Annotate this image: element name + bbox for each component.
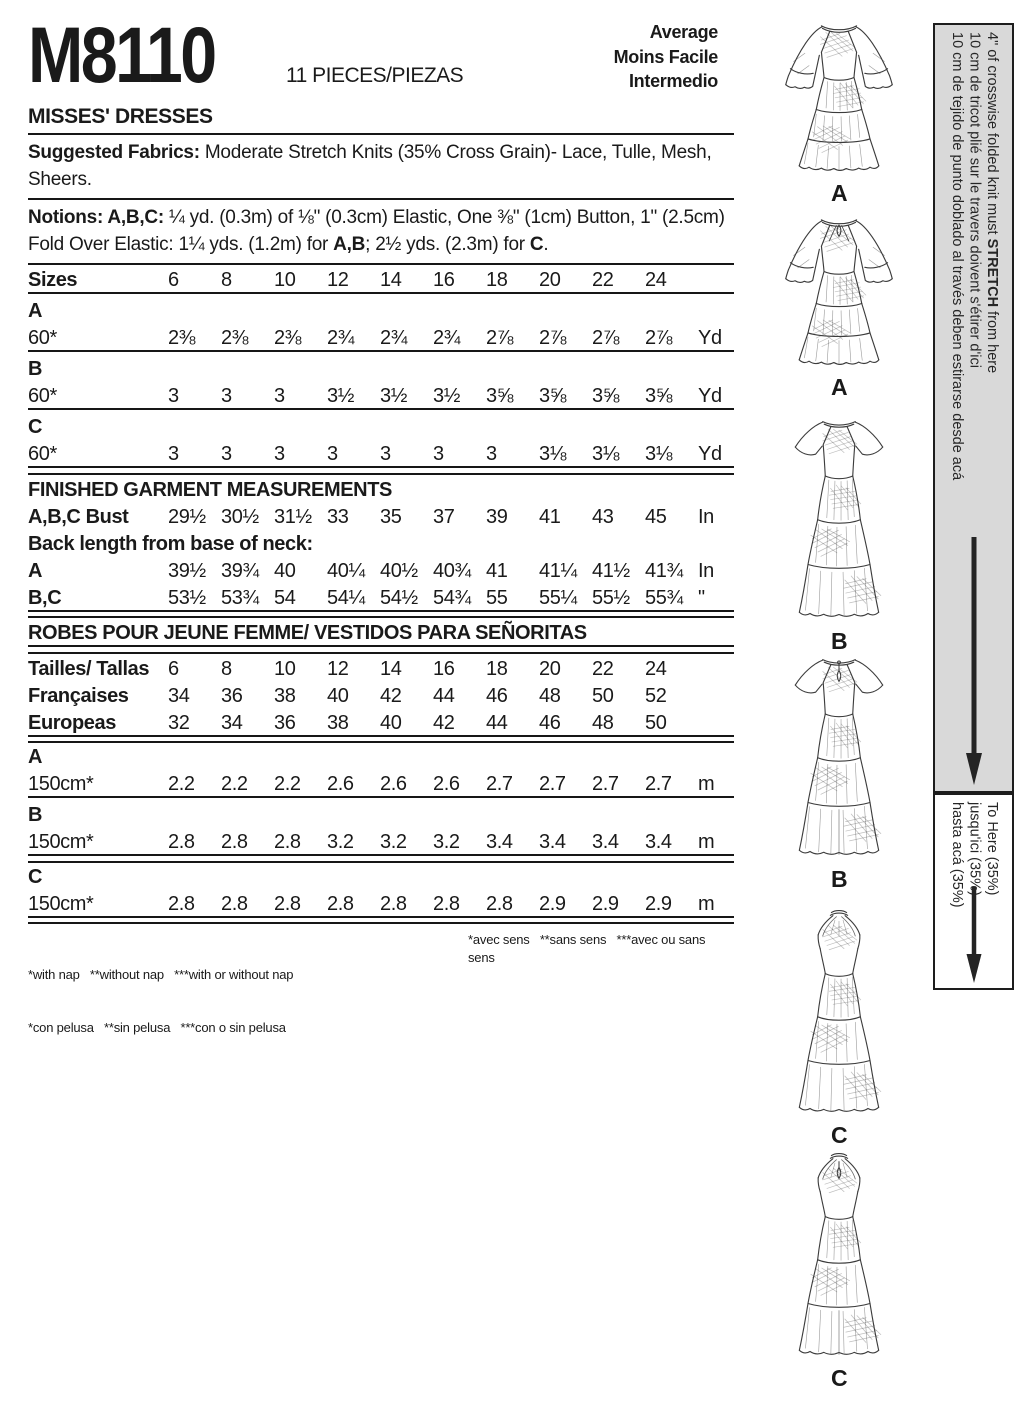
cell-value: 2.9 <box>539 892 566 915</box>
unit-label: Yd <box>698 443 722 465</box>
footnote-en: *with nap **without nap ***with or without nap <box>28 967 294 982</box>
view-letter: B <box>28 804 43 826</box>
bust-row <box>28 502 734 529</box>
to-here-es: hasta acá (35%) <box>949 802 965 908</box>
cell-value: 55¼ <box>539 586 577 609</box>
cell-value: 16 <box>433 657 455 680</box>
cell-value: 40¾ <box>433 559 471 582</box>
back-length-heading: Back length from base of neck: <box>28 532 313 555</box>
cell-value: 3 <box>327 443 338 465</box>
cell-value: 2.7 <box>539 773 566 795</box>
view-letter: C <box>28 865 43 888</box>
cell-value: 2⅜ <box>274 327 302 349</box>
fabrics-label: Suggested Fabrics: <box>28 142 200 163</box>
gauge-en-pre: 4" of crosswise folded knit must <box>984 32 1000 239</box>
notions-view-ab: A,B <box>333 234 366 255</box>
dress-b-back-sketch <box>778 651 900 865</box>
cell-value: 20 <box>539 269 561 291</box>
cell-value: 55½ <box>592 586 630 609</box>
view-row <box>28 413 734 439</box>
figure-c-back <box>746 1150 932 1392</box>
figure-label: A <box>830 180 848 207</box>
to-here-fr: jusqu'ici (35%) <box>966 802 983 896</box>
cell-value: 31½ <box>274 505 312 528</box>
cell-value: 2.6 <box>327 773 354 795</box>
cell-value: 2.2 <box>168 773 195 795</box>
figure-label: C <box>830 1364 848 1391</box>
cell-value: 41½ <box>592 559 630 582</box>
cell-value: 24 <box>645 269 667 291</box>
cell-value: 12 <box>327 269 349 291</box>
unit-label: Yd <box>698 327 722 349</box>
double-divider <box>28 735 734 744</box>
cell-value: 20 <box>539 657 561 680</box>
metric-heading-row <box>28 618 734 645</box>
yardage-row <box>28 439 734 466</box>
cell-value: 18 <box>486 657 508 680</box>
cell-value: 55¾ <box>645 586 683 609</box>
view-row <box>28 297 734 323</box>
cell-value: 3⅛ <box>592 443 620 465</box>
cell-value: 10 <box>274 657 296 680</box>
view-letter: C <box>28 416 43 438</box>
cell-value: 14 <box>380 657 402 680</box>
main-content <box>28 12 734 1071</box>
cell-value: 2.6 <box>380 773 407 795</box>
sizes-label: Sizes <box>28 269 78 291</box>
metric-row <box>28 889 734 916</box>
cell-value: 39 <box>486 505 508 528</box>
figure-c-front <box>746 907 932 1149</box>
cell-value: 35 <box>380 505 402 528</box>
cell-value: 40 <box>380 711 402 734</box>
cell-value: 30½ <box>221 505 259 528</box>
cell-value: 41 <box>486 559 508 582</box>
cell-value: 2.8 <box>274 831 301 853</box>
row-label: B,C <box>28 586 62 609</box>
gauge-en-post: from here <box>984 307 1000 374</box>
suggested-fabrics <box>28 135 734 198</box>
francaises-row <box>28 681 734 708</box>
cell-value: 54¾ <box>433 586 471 609</box>
cell-value: 2¾ <box>433 327 461 349</box>
to-here-arrow-down <box>965 887 983 985</box>
cell-value: 3.2 <box>327 831 354 853</box>
cell-value: 2⅜ <box>168 327 196 349</box>
cell-value: 2.7 <box>645 773 672 795</box>
cell-value: 3⅛ <box>539 443 567 465</box>
cell-value: 3 <box>274 385 285 407</box>
cell-value: 50 <box>592 684 614 707</box>
cell-value: 24 <box>645 657 667 680</box>
cell-value: 36 <box>221 684 243 707</box>
cell-value: 45 <box>645 505 667 528</box>
cell-value: 2⅞ <box>539 327 567 349</box>
cell-value: 41 <box>539 505 561 528</box>
cell-value: 3 <box>168 443 179 465</box>
cell-value: 39½ <box>168 559 206 582</box>
view-row <box>28 801 734 827</box>
cell-value: 34 <box>168 684 190 707</box>
to-here-en: To Here (35%) <box>984 802 1000 896</box>
footnote-fr: *avec sens **sans sens ***avec ou sans sens <box>468 932 709 965</box>
double-divider <box>28 610 734 619</box>
dress-c-front-sketch <box>778 907 900 1121</box>
cell-value: 46 <box>539 711 561 734</box>
cell-value: 3 <box>168 385 179 407</box>
cell-value: 2¾ <box>380 327 408 349</box>
cell-value: 3½ <box>433 385 461 407</box>
double-divider <box>28 854 734 863</box>
cell-value: 55 <box>486 586 508 609</box>
sizes-row <box>28 265 734 292</box>
cell-value: 40½ <box>380 559 418 582</box>
cell-value: 39¾ <box>221 559 259 582</box>
unit-label: m <box>698 831 715 853</box>
cell-value: 41¼ <box>539 559 577 582</box>
figure-label: A <box>830 374 848 401</box>
cell-value: 2.2 <box>274 773 301 795</box>
fabric-width: 60* <box>28 443 57 465</box>
cell-value: 54½ <box>380 586 418 609</box>
cell-value: 2.8 <box>168 831 195 853</box>
cell-value: 36 <box>274 711 296 734</box>
cell-value: 3.4 <box>539 831 566 853</box>
cell-value: 2⅞ <box>592 327 620 349</box>
header <box>28 12 734 104</box>
notions-text: ; 2½ yds. (2.3m) for <box>365 234 530 255</box>
figure-label: B <box>830 865 848 892</box>
cell-value: 42 <box>380 684 402 707</box>
cell-value: 8 <box>221 269 232 291</box>
back-length-row <box>28 583 734 610</box>
double-divider <box>28 916 734 925</box>
back-length-row <box>28 556 734 583</box>
cell-value: 2.9 <box>645 892 672 915</box>
cell-value: 2.2 <box>221 773 248 795</box>
cell-value: 2.8 <box>433 892 460 915</box>
unit-label: " <box>698 586 705 609</box>
cell-value: 3½ <box>327 385 355 407</box>
cell-value: 3 <box>221 443 232 465</box>
cell-value: 3 <box>274 443 285 465</box>
gauge-en-stretch: STRETCH <box>984 238 1000 308</box>
fabrics-text: Moderate Stretch Knits (35% Cross Grain)- Lace, Tulle, Mesh, Sheers. <box>28 142 712 190</box>
fabric-width: 150cm* <box>28 773 94 795</box>
dress-a-back-sketch <box>777 210 901 373</box>
cell-value: 44 <box>433 684 455 707</box>
figure-a-back <box>746 210 932 401</box>
footnote-es: *con pelusa **sin pelusa ***con o sin pelusa <box>28 1019 286 1035</box>
cell-value: 3.4 <box>592 831 619 853</box>
piece-count: 11 PIECES/PIEZAS <box>286 64 464 87</box>
row-label: Tailles/ Tallas <box>28 657 150 680</box>
footnotes-left <box>28 931 468 1071</box>
view-letter: A <box>28 746 43 768</box>
cell-value: 48 <box>592 711 614 734</box>
cell-value: 14 <box>380 269 402 291</box>
cell-value: 38 <box>274 684 296 707</box>
gauge-line-fr: 10 cm de tricot plié sur le travers doivent s'étirer d'ici <box>966 32 983 368</box>
unit-label: m <box>698 892 715 915</box>
figure-label: C <box>830 1121 848 1148</box>
figure-b-back <box>746 651 932 893</box>
unit-label: m <box>698 773 715 795</box>
cell-value: 2¾ <box>327 327 355 349</box>
view-row <box>28 743 734 769</box>
cell-value: 41¾ <box>645 559 683 582</box>
fabric-width: 150cm* <box>28 892 94 915</box>
figure-a-front <box>746 16 932 207</box>
cell-value: 48 <box>539 684 561 707</box>
notions-view-c: C <box>529 234 544 255</box>
cell-value: 40 <box>327 684 349 707</box>
cell-value: 3⅝ <box>592 385 620 407</box>
back-length-heading-row <box>28 529 734 556</box>
cell-value: 22 <box>592 269 614 291</box>
cell-value: 3⅛ <box>645 443 673 465</box>
difficulty-fr: Moins Facile <box>613 46 718 67</box>
category-title: MISSES' DRESSES <box>28 105 213 128</box>
stretch-arrow-down <box>965 537 983 787</box>
cell-value: 3 <box>380 443 391 465</box>
cell-value: 32 <box>168 711 190 734</box>
cell-value: 2.8 <box>274 892 301 915</box>
yardage-row <box>28 323 734 350</box>
cell-value: 43 <box>592 505 614 528</box>
metric-heading: ROBES POUR JEUNE FEMME/ VESTIDOS PARA SEÑORITAS <box>28 622 587 644</box>
cell-value: 46 <box>486 684 508 707</box>
difficulty-es: Intermedio <box>628 71 718 91</box>
cell-value: 6 <box>168 657 179 680</box>
cell-value: 40 <box>274 559 296 582</box>
view-row <box>28 863 734 889</box>
cell-value: 2.8 <box>486 892 513 915</box>
gauge-line-es: 10 cm de tejido de punto doblado al través deben estirarse desde acá <box>949 32 965 481</box>
dress-a-front-sketch <box>777 16 901 179</box>
view-row <box>28 355 734 381</box>
cell-value: 3.4 <box>486 831 513 853</box>
europeas-row <box>28 708 734 735</box>
cell-value: 3½ <box>380 385 408 407</box>
view-letter: B <box>28 358 43 380</box>
finished-heading: FINISHED GARMENT MEASUREMENTS <box>28 478 392 501</box>
row-label: Europeas <box>28 711 116 734</box>
cell-value: 34 <box>221 711 243 734</box>
cell-value: 54 <box>274 586 296 609</box>
row-label: A <box>28 559 43 582</box>
cell-value: 44 <box>486 711 508 734</box>
cell-value: 2.8 <box>380 892 407 915</box>
cell-value: 12 <box>327 657 349 680</box>
cell-value: 2⅜ <box>221 327 249 349</box>
cell-value: 33 <box>327 505 349 528</box>
notions <box>28 200 734 263</box>
metric-row <box>28 827 734 854</box>
fabric-width: 60* <box>28 327 57 349</box>
cell-value: 3⅝ <box>539 385 567 407</box>
cell-value: 3.2 <box>433 831 460 853</box>
cell-value: 6 <box>168 269 179 291</box>
to-here-box <box>933 793 1014 990</box>
cell-value: 10 <box>274 269 296 291</box>
notions-text: ¼ yd. (0.3m) of ⅛" (0.3cm) Elastic, One ⅜" (1cm) Button, 1" (2.5cm) Fold Over Elastic: 1¼ yds. (1.2m) for <box>28 207 725 255</box>
cell-value: 2.8 <box>221 892 248 915</box>
unit-label: In <box>698 505 714 528</box>
cell-value: 3.4 <box>645 831 672 853</box>
cell-value: 3⅝ <box>645 385 673 407</box>
cell-value: 3.2 <box>380 831 407 853</box>
cell-value: 16 <box>433 269 455 291</box>
notions-label: Notions: A,B,C: <box>28 207 164 228</box>
cell-value: 52 <box>645 684 667 707</box>
figure-b-front <box>746 413 932 655</box>
cell-value: 53½ <box>168 586 206 609</box>
difficulty-block <box>614 20 718 94</box>
double-divider <box>28 466 734 475</box>
cell-value: 38 <box>327 711 349 734</box>
stretch-gauge-box <box>933 23 1014 793</box>
cell-value: 2⅞ <box>645 327 673 349</box>
cell-value: 50 <box>645 711 667 734</box>
cell-value: 18 <box>486 269 508 291</box>
cell-value: 37 <box>433 505 455 528</box>
figure-label: B <box>830 627 848 654</box>
cell-value: 2.9 <box>592 892 619 915</box>
cell-value: 8 <box>221 657 232 680</box>
cell-value: 2⅞ <box>486 327 514 349</box>
double-divider <box>28 645 734 654</box>
difficulty-en: Average <box>649 22 718 42</box>
metric-row <box>28 769 734 796</box>
cell-value: 3⅝ <box>486 385 514 407</box>
cell-value: 2.6 <box>433 773 460 795</box>
cell-value: 40¼ <box>327 559 365 582</box>
notions-text: . <box>543 234 549 255</box>
cell-value: 2.7 <box>486 773 513 795</box>
pattern-number: M8110 <box>28 10 215 99</box>
cell-value: 3 <box>221 385 232 407</box>
cell-value: 2.8 <box>168 892 195 915</box>
cell-value: 53¾ <box>221 586 259 609</box>
footnotes <box>28 931 734 1071</box>
fabric-width: 60* <box>28 385 57 407</box>
dress-c-back-sketch <box>778 1150 900 1364</box>
cell-value: 2.8 <box>221 831 248 853</box>
unit-label: In <box>698 559 714 582</box>
tailles-row <box>28 654 734 681</box>
cell-value: 2.8 <box>327 892 354 915</box>
yardage-row <box>28 381 734 408</box>
row-label: Françaises <box>28 684 129 707</box>
cell-value: 3 <box>486 443 497 465</box>
view-letter: A <box>28 300 43 322</box>
stretch-gauge-text <box>948 32 1001 480</box>
fabric-width: 150cm* <box>28 831 94 853</box>
unit-label: Yd <box>698 385 722 407</box>
bust-label: A,B,C Bust <box>28 505 129 528</box>
cell-value: 42 <box>433 711 455 734</box>
dress-b-front-sketch <box>778 413 900 627</box>
cell-value: 3 <box>433 443 444 465</box>
cell-value: 22 <box>592 657 614 680</box>
finished-heading-row <box>28 475 734 502</box>
cell-value: 2.7 <box>592 773 619 795</box>
gauge-line-en <box>983 32 1001 480</box>
cell-value: 54¼ <box>327 586 365 609</box>
cell-value: 29½ <box>168 505 206 528</box>
